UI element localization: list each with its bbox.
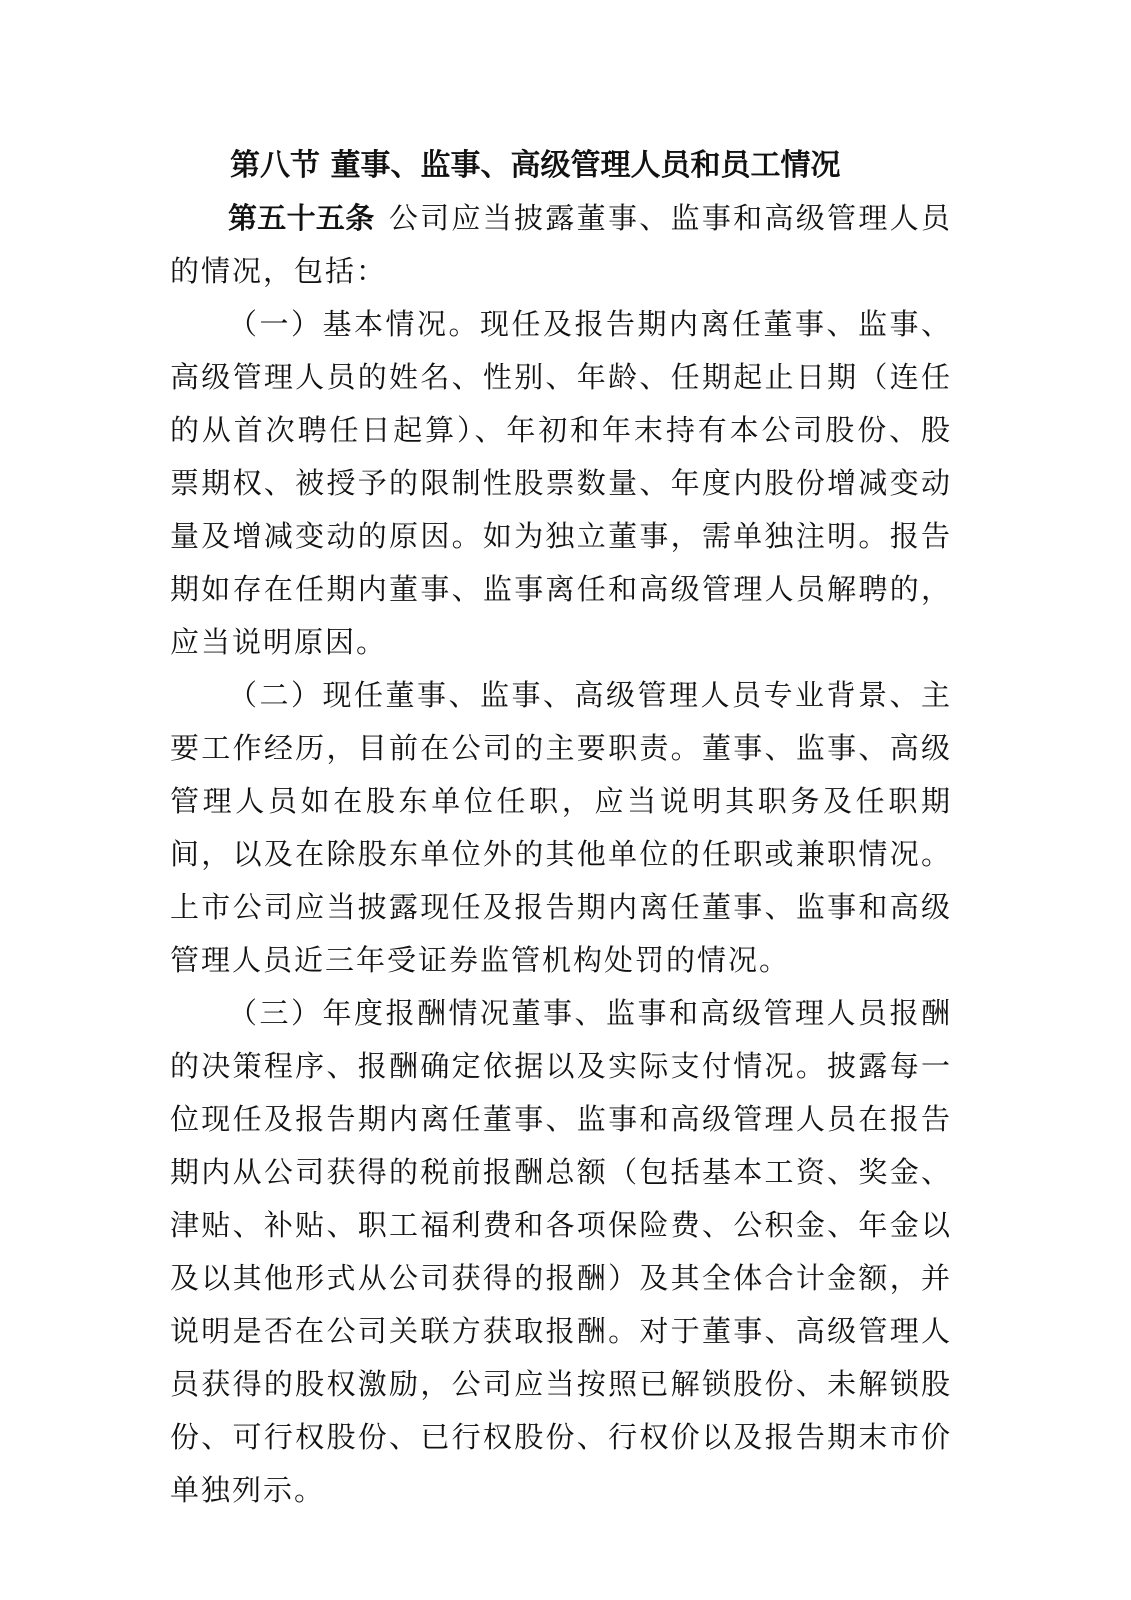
article-number: 第五十五条 [228, 201, 375, 235]
article-intro: 公司应当披露董事、监事和高级管理人员的情况，包括： [170, 201, 952, 288]
section-title: 第八节 董事、监事、高级管理人员和员工情况 [230, 148, 841, 183]
document-page [170, 140, 952, 1517]
article-paragraph [170, 192, 952, 298]
clause-1: （一）基本情况。现任及报告期内离任董事、监事、高级管理人员的姓名、性别、年龄、任期起止日期（连任的从首次聘任日起算）、年初和年末持有本公司股份、股票期权、被授予的限制性股票数量、年度内股份增减变动量及增减变动的原因。如为独立董事，需单独注明。报告期如存在任期内董事、监事离任和高级管理人员解聘的，应当说明原因。 [170, 307, 952, 659]
clause-3: （三）年度报酬情况董事、监事和高级管理人员报酬的决策程序、报酬确定依据以及实际支付情况。披露每一位现任及报告期内离任董事、监事和高级管理人员在报告期内从公司获得的税前报酬总额（包括基本工资、奖金、津贴、补贴、职工福利费和各项保险费、公积金、年金以及以其他形式从公司获得的报酬）及其全体合计金额，并说明是否在公司关联方获取报酬。对于董事、高级管理人员获得的股权激励，公司应当按照已解锁股份、未解锁股份、可行权股份、已行权股份、行权价以及报告期末市价单独列示。 [170, 996, 952, 1507]
clause-2: （二）现任董事、监事、高级管理人员专业背景、主要工作经历，目前在公司的主要职责。董事、监事、高级管理人员如在股东单位任职，应当说明其职务及任职期间，以及在除股东单位外的其他单位的任职或兼职情况。上市公司应当披露现任及报告期内离任董事、监事和高级管理人员近三年受证券监管机构处罚的情况。 [170, 678, 952, 977]
